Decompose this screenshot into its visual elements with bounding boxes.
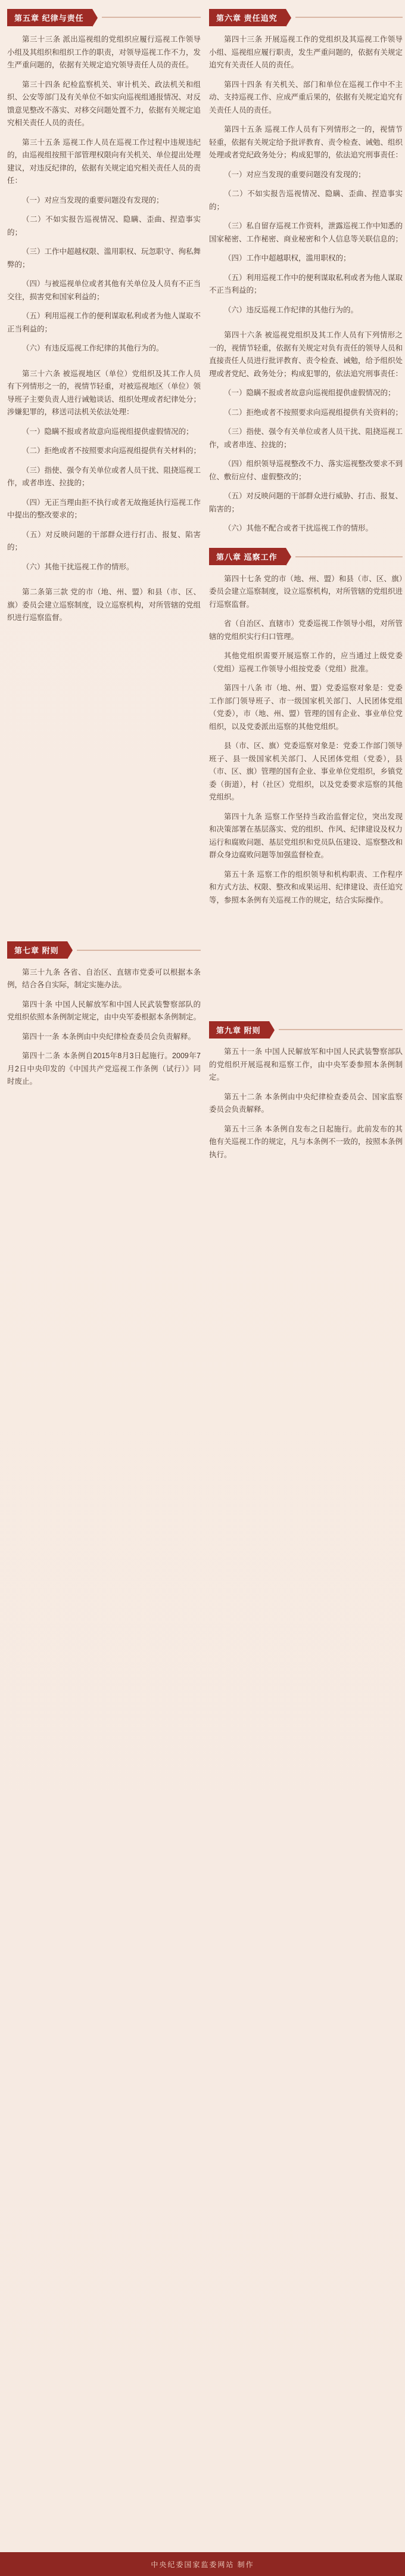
- article-35-item-5: （五）利用巡视工作的便利谋取私利或者为他人谋取不正当利益的；: [7, 312, 201, 333]
- right-column: [209, 8, 403, 1168]
- chapter-banner-6: [209, 8, 403, 26]
- article-35: 第三十五条 巡视工作人员在巡视工作过程中违规违纪的，由巡视组按照干部管理权限向有关机关、单位提出处理建议，对违反纪律的，依据有关规定追究相关责任人员的责任：: [7, 138, 201, 185]
- article-48-clause-2: 县（市、区、旗）党委巡察对象是：党委工作部门领导班子、县一级国家机关部门、人民团体党组（党委），县（市、区、旗）管理的国有企业、事业单位党组织，乡镇党委（街道），村（社区）党组织，以及党委要求巡察的其他党组织。: [209, 742, 403, 801]
- article-36-item-6: （六）其他干扰巡视工作的情形。: [22, 562, 134, 571]
- article-36-item-4: （四）无正当理由拒不执行或者无故拖延执行巡视工作中提出的整改要求的；: [7, 498, 201, 519]
- page-footer: 中央纪委国家监委网站 制作: [0, 2552, 405, 2576]
- left-column: [7, 8, 201, 1095]
- banner-rule: [279, 1029, 403, 1030]
- article-36-item-3: （三）指使、强令有关单位或者人员干扰、阻挠巡视工作，或者串连、拉拢的；: [7, 466, 201, 487]
- article-46-item-2: （二）拒绝或者不按照要求向巡视组提供有关资料的；: [224, 408, 403, 417]
- article-46-item-6: （六）其他不配合或者干扰巡视工作的情形。: [224, 524, 373, 532]
- chapter-banner-8: [209, 548, 403, 566]
- chapter-banner-6-label: 第六章 责任追究: [209, 9, 286, 26]
- article-47-clause-2: 省（自治区、直辖市）党委巡视工作领导小组，对所管辖的党组织实行归口管理。: [209, 619, 403, 641]
- banner-rule: [295, 556, 403, 557]
- chapter-banner-5: [7, 8, 201, 26]
- article-41: 第四十一条 本条例由中央纪律检查委员会负责解释。: [22, 1032, 195, 1041]
- article-51: 第五十一条 中国人民解放军和中国人民武装警察部队的党组织开展巡视和巡察工作，由中央军委参照本条例制定。: [209, 1047, 403, 1081]
- article-48: 第四十八条 市（地、州、盟）党委巡察对象是：党委工作部门领导班子、市一级国家机关部门、人民团体党组（党委），市（地、州、盟）管理的国有企业、事业单位党组织，以及党委派出巡察的其他党组织。: [209, 684, 403, 731]
- chapter-banner-9-label: 第九章 附则: [209, 1021, 269, 1039]
- article-33: 第三十三条 派出巡视组的党组织应履行巡视工作领导小组及其组织和组织工作的职责，对领导巡视工作不力，发生严重问题的，依据有关规定追究领导责任人员的责任。: [7, 35, 201, 69]
- article-46-item-1: （一）隐瞒不报或者故意向巡视组提供虚假情况的；: [224, 389, 395, 397]
- chapter-banner-8-label: 第八章 巡察工作: [209, 548, 286, 565]
- article-44: 第四十四条 有关机关、部门和单位在巡视工作中不主动、支持巡视工作、应成严重后果的，依据有关规定追究有关责任人员的责任。: [209, 80, 403, 114]
- article-35-item-3: （三）工作中超越权限、滥用职权、玩忽职守、徇私舞弊的；: [7, 247, 201, 269]
- article-46-item-3: （三）指使、强令有关单位或者人员干扰、阻挠巡视工作，或者串连、拉拢的；: [209, 427, 403, 449]
- article-43: 第四十三条 开展巡视工作的党组织及其巡视工作领导小组、巡视组应履行职责，发生严重问题的，依据有关规定追究有关责任人员的责任。: [209, 35, 403, 69]
- banner-rule: [77, 950, 201, 951]
- article-45-item-5: （五）利用巡视工作中的便利谋取私利或者为他人谋取不正当利益的；: [209, 273, 403, 295]
- article-36-item-5: （五）对反映问题的干部群众进行打击、报复、陷害的；: [7, 530, 201, 551]
- article-45-item-3: （三）私自留存巡视工作资料，泄露巡视工作中知悉的国家秘密、工作秘密、商业秘密和个人信息等关联信息的；: [209, 222, 403, 243]
- article-50: 第五十条 巡察工作的组织领导和机构职责、工作程序和方式方法、权限、整改和成果运用、纪律建设、责任追究等，参照本条例有关巡视工作的规定，结合实际操作。: [209, 870, 403, 904]
- article-35-item-4: （四）与被巡视单位或者其他有关单位及人员有不正当交往，损害党和国家利益的；: [7, 280, 201, 301]
- article-36-item-1: （一）隐瞒不报或者故意向巡视组提供虚假情况的；: [22, 427, 194, 436]
- article-45-item-6: （六）违反巡视工作纪律的其他行为的。: [224, 305, 359, 314]
- chapter-banner-7-label: 第七章 附则: [7, 941, 67, 959]
- article-47: 第四十七条 党的市（地、州、盟）和县（市、区、旗）委员会建立巡察制度，设立巡察机构，对所管辖的党组织进行巡察监督。: [209, 574, 403, 609]
- article-46-item-4: （四）组织领导巡视整改不力、落实巡视整改要求不到位、敷衍应付、虚假整改的；: [209, 460, 403, 481]
- chapter-banner-5-label: 第五章 纪律与责任: [7, 9, 92, 26]
- article-49: 第四十九条 巡察工作坚持当政治监督定位，突出发现和决策部署在基层落实、党的组织、作风、纪律建设及权力运行和腐败问题、基层党组织和党员队伍建设、巡察整改和群众身边腐败问题等加强监督检查。: [209, 812, 403, 859]
- article-45: 第四十五条 巡视工作人员有下列情形之一的，视情节轻重，依据有关规定给予批评教育、责令检查、诫勉、组织处理或者党纪政务处分；构成犯罪的，依法追究刑事责任：: [209, 125, 403, 159]
- chapter-banner-7: [7, 941, 201, 959]
- article-45-item-4: （四）工作中超越职权，滥用职权的；: [224, 254, 351, 262]
- article-52: 第五十二条 本条例由中央纪律检查委员会、国家监察委员会负责解释。: [209, 1092, 403, 1114]
- banner-rule: [295, 17, 403, 18]
- article-35-item-6: （六）有违反巡视工作纪律的其他行为的。: [22, 344, 164, 352]
- article-36-item-2: （二）拒绝或者不按照要求向巡视组提供有关材料的；: [22, 447, 201, 455]
- article-46-item-5: （五）对反映问题的干部群众进行威胁、打击、报复、陷害的；: [209, 492, 403, 513]
- article-42: 第四十二条 本条例自2015年8月3日起施行。2009年7月2日中央印发的《中国共产党巡视工作条例（试行）》同时废止。: [7, 1052, 201, 1086]
- article-2-clause-3: 第二条第三款 党的市（地、州、盟）和县（市、区、旗）委员会建立巡察制度，设立巡察机构，对所管辖的党组织进行巡察监督。: [7, 588, 201, 622]
- article-45-item-1: （一）对应当发现的重要问题没有发现的；: [224, 170, 366, 179]
- article-46: 第四十六条 被巡视党组织及其工作人员有下列情形之一的，视情节轻重，依据有关规定对负有责任的领导人员和直接责任人员进行批评教育、责令检查、诫勉，给予组织处理或者党纪、政务处分；构成犯罪的，依法追究刑事责任：: [209, 331, 403, 378]
- article-47-clause-3: 其他党组织需要开展巡察工作的，应当通过上级党委（党组）巡视工作领导小组按党委（党组）批准。: [209, 652, 403, 673]
- article-36: 第三十六条 被巡视地区（单位）党组织及其工作人员有下列情形之一的，视情节轻重，对被巡视地区（单位）领导班子主要负责人进行诫勉谈话、组织处理或者纪律处分；涉嫌犯罪的，移送司法机关依法处理：: [7, 369, 201, 416]
- chapter-banner-9: [209, 1021, 403, 1039]
- article-34: 第三十四条 纪检监察机关、审计机关、政法机关和组织、公安等部门及有关单位不如实向巡视组通报情况、对反馈意见整改不落实、对移交问题处置不力，依据有关规定追究相关责任人员的责任。: [7, 80, 201, 127]
- two-column-body: [0, 0, 405, 1168]
- article-35-item-1: （一）对应当发现的重要问题没有发现的；: [22, 196, 164, 204]
- banner-rule: [102, 17, 201, 18]
- article-39: 第三十九条 各省、自治区、直辖市党委可以根据本条例，结合各自实际，制定实施办法。: [7, 968, 201, 989]
- article-45-item-2: （二）不如实报告巡视情况、隐瞒、歪曲、捏造事实的；: [209, 190, 403, 211]
- article-53: 第五十三条 本条例自发布之日起施行。此前发布的其他有关巡视工作的规定，凡与本条例不一致的，按照本条例执行。: [209, 1124, 403, 1159]
- article-35-item-2: （二）不如实报告巡视情况、隐瞒、歪曲、捏造事实的；: [7, 215, 201, 237]
- article-40: 第四十条 中国人民解放军和中国人民武装警察部队的党组织依照本条例制定规定，由中央军委根据本条例制定。: [7, 1000, 201, 1021]
